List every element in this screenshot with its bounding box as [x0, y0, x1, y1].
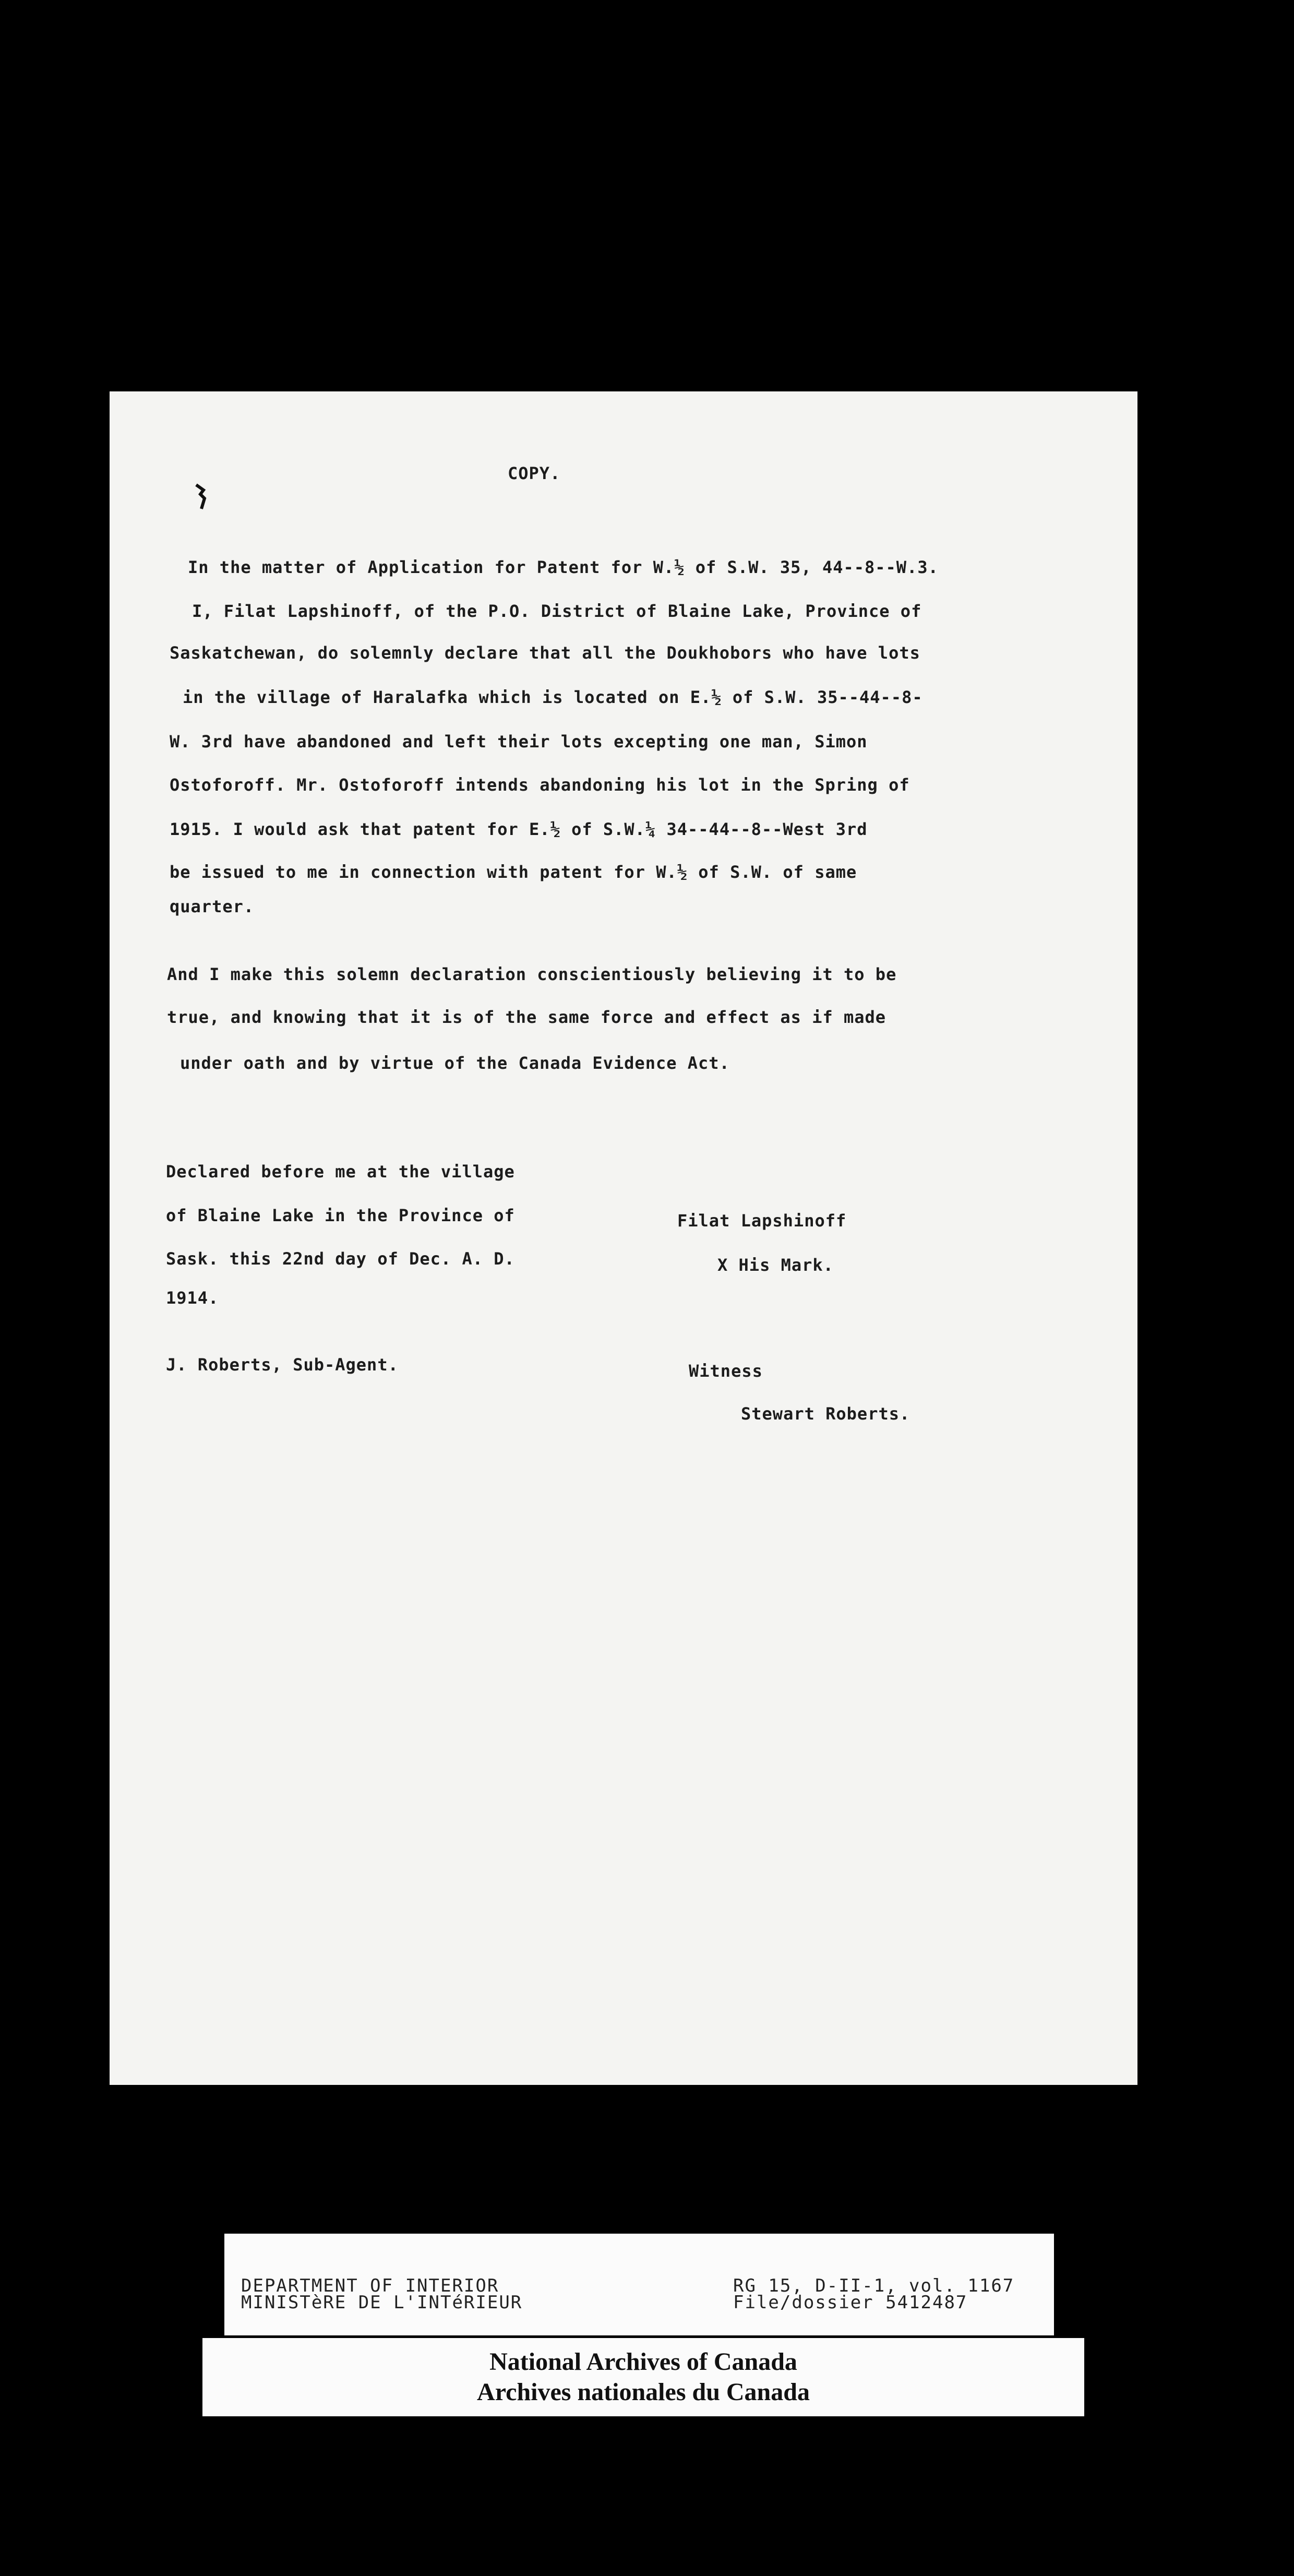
record-group: RG 15, D-II-1, vol. 1167	[733, 2275, 1015, 2296]
body-line: 1915. I would ask that patent for E.½ of S.W.¼ 34--44--8--West 3rd	[170, 819, 868, 839]
body-line: W. 3rd have abandoned and left their lots excepting one man, Simon	[170, 732, 868, 752]
body-line: quarter.	[170, 897, 255, 916]
department-fr: MINISTèRE DE L'INTéRIEUR	[241, 2292, 523, 2313]
body-line: under oath and by virtue of the Canada Evidence Act.	[180, 1053, 730, 1073]
file-number: File/dossier 5412487	[733, 2292, 968, 2313]
witness-label: Witness	[689, 1361, 763, 1381]
body-line: be issued to me in connection with patent for W.½ of S.W. of same	[170, 862, 857, 882]
body-line: In the matter of Application for Patent for W.½ of S.W. 35, 44--8--W.3.	[188, 557, 939, 577]
body-line: I, Filat Lapshinoff, of the P.O. District of Blaine Lake, Province of	[192, 601, 922, 621]
page-heading: COPY.	[508, 463, 561, 483]
declaration-line: Sask. this 22nd day of Dec. A. D.	[166, 1249, 515, 1269]
body-line: Saskatchewan, do solemnly declare that all the Doukhobors who have lots	[170, 643, 920, 663]
archive-reference-label	[224, 2234, 1054, 2335]
declaration-line: Declared before me at the village	[166, 1162, 515, 1182]
witness-name: Stewart Roberts.	[741, 1404, 910, 1424]
body-line: in the village of Haralafka which is located on E.½ of S.W. 35--44--8-	[183, 687, 923, 707]
body-line: Ostoforoff. Mr. Ostoforoff intends abandoning his lot in the Spring of	[170, 775, 910, 795]
archives-banner	[202, 2338, 1084, 2416]
declaration-line: 1914.	[166, 1288, 219, 1308]
body-line: true, and knowing that it is of the same force and effect as if made	[167, 1007, 886, 1027]
signer-mark: X His Mark.	[717, 1255, 834, 1275]
department-en: DEPARTMENT OF INTERIOR	[241, 2275, 499, 2296]
archives-name-en: National Archives of Canada	[489, 2348, 797, 2376]
body-line: And I make this solemn declaration conscientiously believing it to be	[167, 964, 897, 984]
archives-name-fr: Archives nationales du Canada	[477, 2378, 810, 2406]
declaration-line: of Blaine Lake in the Province of	[166, 1206, 515, 1225]
sub-agent: J. Roberts, Sub-Agent.	[166, 1355, 399, 1375]
signer-name: Filat Lapshinoff	[677, 1211, 847, 1231]
pen-mark-icon	[193, 483, 209, 511]
